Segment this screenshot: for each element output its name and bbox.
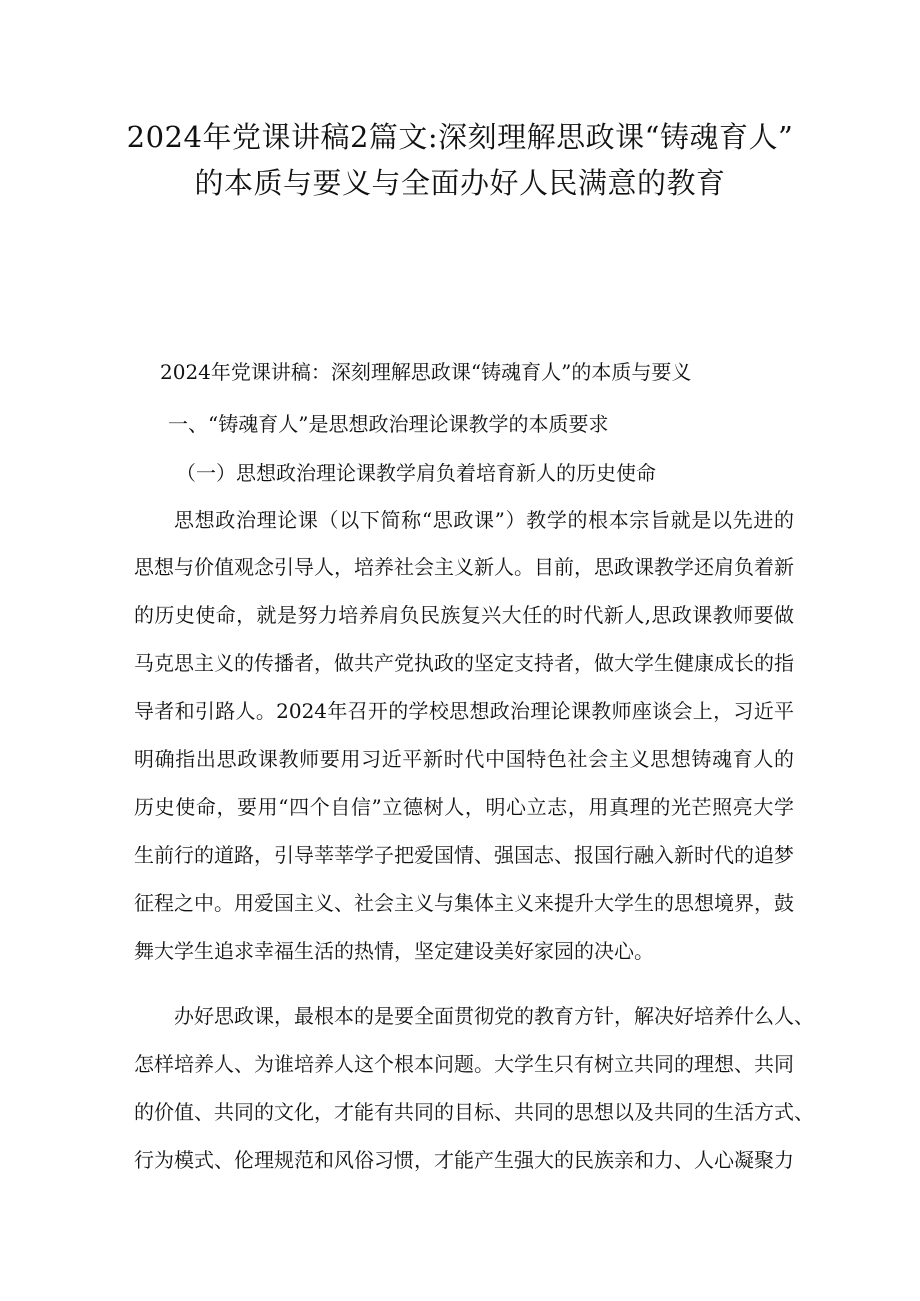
paragraph-line: 征程之中。用爱国主义、社会主义与集体主义来提升大学生的思想境界，鼓 xyxy=(134,891,794,915)
document-title-line-2: 的本质与要义与全面办好人民满意的教育 xyxy=(194,166,726,200)
paragraph-line: 行为模式、伦理规范和风俗习惯，才能产生强大的民族亲和力、人心凝聚力 xyxy=(134,1148,794,1172)
paragraph-line: 历史使命，要用“四个自信”立德树人，明心立志，用真理的光芒照亮大学 xyxy=(134,795,794,819)
paragraph-line: 导者和引路人。2024年召开的学校思想政治理论课教师座谈会上，习近平 xyxy=(134,699,794,723)
section-heading: 2024年党课讲稿：深刻理解思政课“铸魂育人”的本质与要义 xyxy=(160,360,692,384)
heading-level-2: （一）思想政治理论课教学肩负着培育新人的历史使命 xyxy=(176,461,656,485)
paragraph-line: 明确指出思政课教师要用习近平新时代中国特色社会主义思想铸魂育人的 xyxy=(134,747,794,771)
paragraph-line: 的历史使命，就是努力培养肩负民族复兴大任的时代新人,思政课教师要做 xyxy=(134,603,794,627)
paragraph-line: 思想政治理论课（以下简称“思政课”）教学的根本宗旨就是以先进的 xyxy=(174,508,794,532)
paragraph-line: 的价值、共同的文化，才能有共同的目标、共同的思想以及共同的生活方式、 xyxy=(134,1100,814,1124)
paragraph-line: 舞大学生追求幸福生活的热情，坚定建设美好家园的决心。 xyxy=(134,939,654,963)
paragraph-line: 生前行的道路，引导莘莘学子把爱国情、强国志、报国行融入新时代的追梦 xyxy=(134,843,794,867)
paragraph-line: 办好思政课，最根本的是要全面贯彻党的教育方针，解决好培养什么人、 xyxy=(174,1004,814,1028)
paragraph-line: 思想与价值观念引导人，培养社会主义新人。目前，思政课教学还肩负着新 xyxy=(134,555,794,579)
document-title-line-1: 2024年党课讲稿2篇文:深刻理解思政课“铸魂育人” xyxy=(126,120,794,154)
paragraph-line: 怎样培养人、为谁培养人这个根本问题。大学生只有树立共同的理想、共同 xyxy=(134,1052,794,1076)
heading-level-1: 一、“铸魂育人”是思想政治理论课教学的本质要求 xyxy=(168,412,609,436)
paragraph-line: 马克思主义的传播者，做共产党执政的坚定支持者，做大学生健康成长的指 xyxy=(134,651,794,675)
